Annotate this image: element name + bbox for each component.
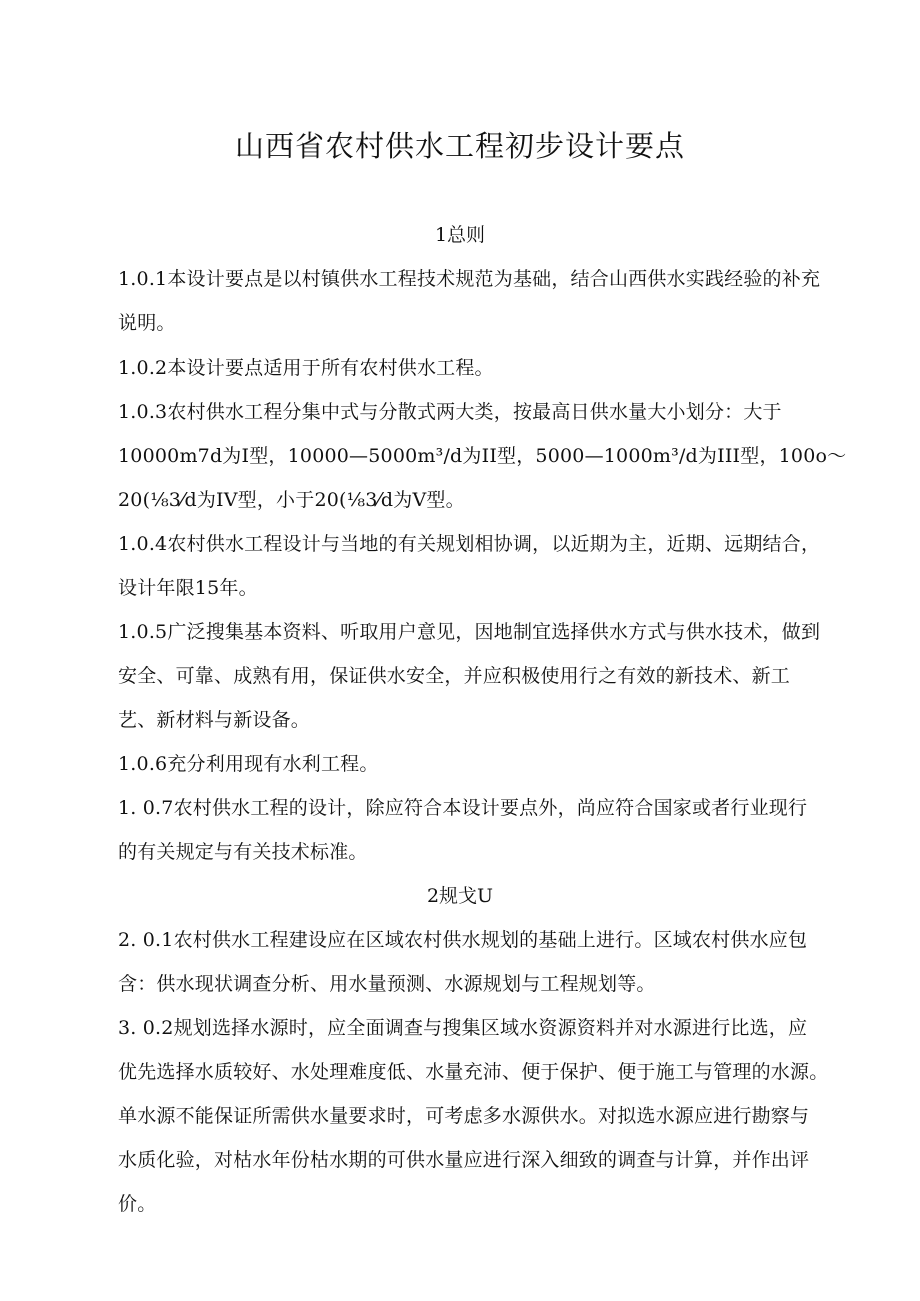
text-line: 3. 0.2规划选择水源时，应全面调查与搜集区域水资源资料并对水源进行比选，应 [118, 1017, 808, 1039]
text-line: 2. 0.1农村供水工程建设应在区域农村供水规划的基础上进行。区域农村供水应包 [118, 929, 808, 951]
text-line: 优先选择水质较好、水处理难度低、水量充沛、便于保护、便于施工与管理的水源。 [118, 1061, 829, 1083]
text-line: 水质化验，对枯水年份枯水期的可供水量应进行深入细致的调查与计算，并作出评 [118, 1149, 810, 1171]
text-line: 1. 0.7农村供水工程的设计，除应符合本设计要点外，尚应符合国家或者行业现行 [118, 797, 808, 819]
document-title: 山西省农村供水工程初步设计要点 [234, 129, 685, 163]
text-line: 1.0.4农村供水工程设计与当地的有关规划相协调，以近期为主，近期、远期结合， [118, 533, 821, 555]
text-line: 艺、新材料与新设备。 [118, 709, 311, 731]
text-line: 设计年限15年。 [118, 577, 258, 599]
section-heading-planning: 2规戈U [426, 885, 494, 907]
text-line: 10000m7d为I型，10000—5000m³/d为II型，5000—1000m³/d为III型，100o～ [118, 445, 847, 467]
text-line: 单水源不能保证所需供水量要求时，可考虑多水源供水。对拟选水源应进行勘察与 [118, 1105, 810, 1127]
text-line: 1.0.2本设计要点适用于所有农村供水工程。 [118, 357, 494, 379]
text-line: 1.0.1本设计要点是以村镇供水工程技术规范为基础，结合山西供水实践经验的补充 [118, 268, 821, 290]
text-line: 的有关规定与有关技术标准。 [118, 841, 368, 863]
text-line: 安全、可靠、成熟有用，保证供水安全，并应积极使用行之有效的新技术、新工 [118, 665, 791, 687]
text-line: 1.0.5广泛搜集基本资料、听取用户意见，因地制宜选择供水方式与供水技术，做到 [118, 621, 821, 643]
text-line: 1.0.6充分利用现有水利工程。 [118, 753, 379, 775]
text-line: 说明。 [118, 312, 176, 334]
text-line: 1.0.3农村供水工程分集中式与分散式两大类，按最高日供水量大小划分：大于 [118, 401, 782, 423]
text-line: 含：供水现状调查分析、用水量预测、水源规划与工程规划等。 [118, 973, 656, 995]
text-line: 20(⅛3⁄d为IV型，小于20(⅛3⁄d为V型。 [118, 489, 465, 511]
section-heading-general: 1总则 [434, 224, 486, 246]
text-line: 价。 [118, 1193, 157, 1215]
